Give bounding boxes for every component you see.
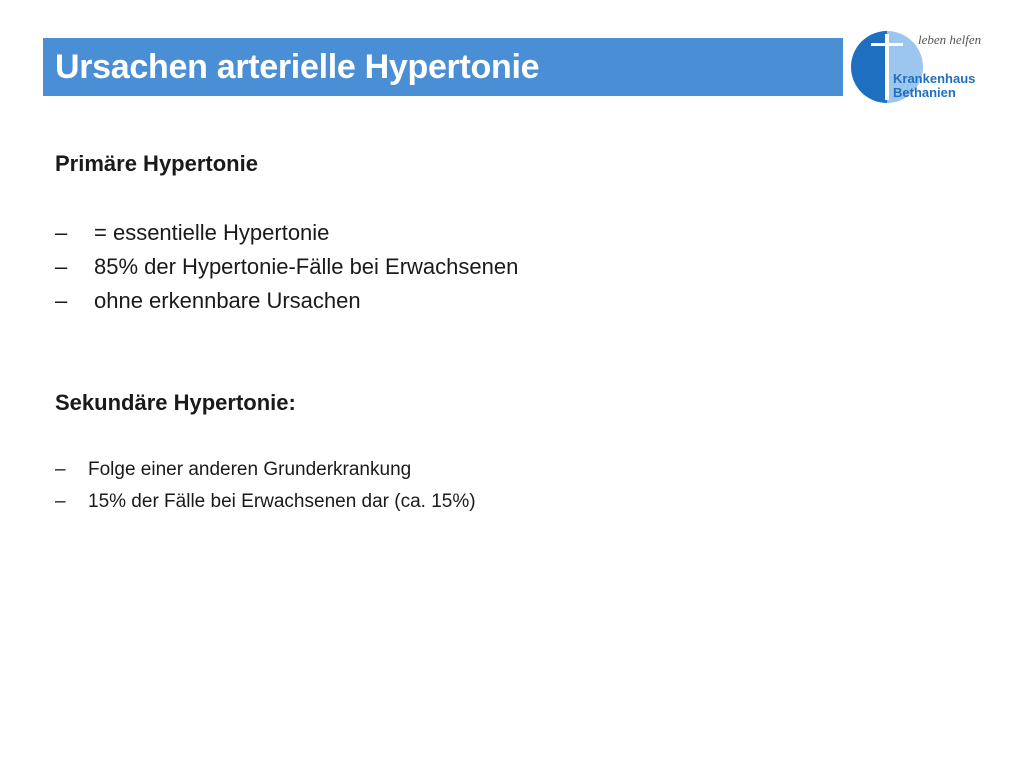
logo-tagline: leben helfen: [918, 32, 982, 47]
list-item: [55, 216, 518, 250]
list-item-text: Folge einer anderen Grunderkrankung: [88, 459, 412, 480]
primary-hypertension-heading: Primäre Hypertonie: [55, 151, 258, 176]
list-item-text: = essentielle Hypertonie: [94, 220, 330, 245]
logo-name-line1: Krankenhaus: [893, 71, 976, 86]
logo-name: [893, 72, 975, 100]
slide-title: Ursachen arterielle Hypertonie: [55, 48, 540, 86]
list-item: [55, 284, 518, 318]
secondary-hypertension-heading: Sekundäre Hypertonie:: [55, 390, 296, 415]
title-bar: [43, 38, 843, 96]
list-item-text: 15% der Fälle bei Erwachsenen dar (ca. 15%): [88, 491, 476, 512]
list-item: [55, 250, 518, 284]
dash-bullet-icon: –: [55, 491, 66, 512]
primary-hypertension-list: [55, 216, 518, 318]
list-item-text: 85% der Hypertonie-Fälle bei Erwachsenen: [94, 254, 519, 279]
secondary-hypertension-list: [55, 454, 476, 518]
list-item: [55, 454, 476, 486]
dash-bullet-icon: –: [55, 254, 68, 279]
logo-name-line2: Bethanien: [893, 85, 956, 100]
list-item: [55, 486, 476, 518]
dash-bullet-icon: –: [55, 459, 66, 480]
dash-bullet-icon: –: [55, 288, 68, 313]
list-item-text: ohne erkennbare Ursachen: [94, 288, 361, 313]
dash-bullet-icon: –: [55, 220, 68, 245]
